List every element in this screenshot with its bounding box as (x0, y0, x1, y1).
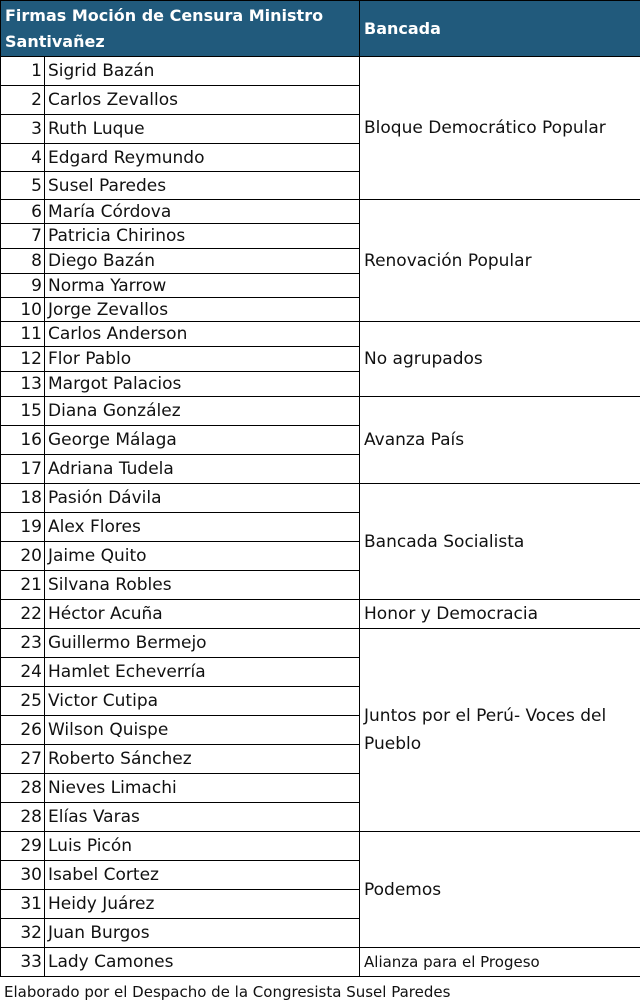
congressperson-name: Alex Flores (45, 513, 360, 542)
congressperson-name: Héctor Acuña (45, 600, 360, 629)
row-number: 23 (1, 629, 45, 658)
congressperson-name: Sigrid Bazán (45, 57, 360, 86)
congressperson-name: Adriana Tudela (45, 455, 360, 484)
row-number: 29 (1, 832, 45, 861)
congressperson-name: María Córdova (45, 200, 360, 224)
bancada-cell: No agrupados (360, 322, 640, 397)
bancada-cell: Honor y Democracia (360, 600, 640, 629)
table-row (1, 322, 640, 347)
header-row (1, 1, 640, 57)
row-number: 28 (1, 803, 45, 832)
bancada-cell: Renovación Popular (360, 200, 640, 322)
table-row (1, 397, 640, 426)
row-number: 4 (1, 144, 45, 172)
row-number: 11 (1, 322, 45, 347)
congressperson-name: Guillermo Bermejo (45, 629, 360, 658)
row-number: 26 (1, 716, 45, 745)
congressperson-name: Diana González (45, 397, 360, 426)
congressperson-name: Susel Paredes (45, 172, 360, 200)
row-number: 18 (1, 484, 45, 513)
congressperson-name: Nieves Limachi (45, 774, 360, 803)
row-number: 30 (1, 861, 45, 890)
congressperson-name: George Málaga (45, 426, 360, 455)
row-number: 12 (1, 347, 45, 372)
congressperson-name: Lady Camones (45, 948, 360, 977)
row-number: 16 (1, 426, 45, 455)
table-row (1, 629, 640, 658)
header-signatures: Firmas Moción de Censura Ministro Santivañez (1, 1, 360, 57)
congressperson-name: Victor Cutipa (45, 687, 360, 716)
congressperson-name: Ruth Luque (45, 115, 360, 144)
congressperson-name: Heidy Juárez (45, 890, 360, 919)
congressperson-name: Isabel Cortez (45, 861, 360, 890)
congressperson-name: Silvana Robles (45, 571, 360, 600)
row-number: 7 (1, 224, 45, 249)
table-row (1, 948, 640, 977)
congressperson-name: Patricia Chirinos (45, 224, 360, 249)
congressperson-name: Edgard Reymundo (45, 144, 360, 172)
congressperson-name: Jaime Quito (45, 542, 360, 571)
row-number: 20 (1, 542, 45, 571)
row-number: 3 (1, 115, 45, 144)
row-number: 5 (1, 172, 45, 200)
congressperson-name: Margot Palacios (45, 372, 360, 397)
table-row (1, 484, 640, 513)
row-number: 15 (1, 397, 45, 426)
bancada-cell: Avanza País (360, 397, 640, 484)
table-body (1, 57, 640, 977)
row-number: 13 (1, 372, 45, 397)
bancada-cell: Bancada Socialista (360, 484, 640, 600)
row-number: 28 (1, 774, 45, 803)
row-number: 1 (1, 57, 45, 86)
congressperson-name: Jorge Zevallos (45, 298, 360, 322)
congressperson-name: Luis Picón (45, 832, 360, 861)
table-row (1, 832, 640, 861)
row-number: 32 (1, 919, 45, 948)
table-row (1, 57, 640, 86)
table-row (1, 600, 640, 629)
bancada-cell: Bloque Democrático Popular (360, 57, 640, 200)
bancada-cell: Podemos (360, 832, 640, 948)
row-number: 2 (1, 86, 45, 115)
row-number: 27 (1, 745, 45, 774)
row-number: 17 (1, 455, 45, 484)
congressperson-name: Diego Bazán (45, 249, 360, 274)
row-number: 21 (1, 571, 45, 600)
congressperson-name: Hamlet Echeverría (45, 658, 360, 687)
row-number: 25 (1, 687, 45, 716)
bancada-cell: Juntos por el Perú- Voces del Pueblo (360, 629, 640, 832)
row-number: 33 (1, 948, 45, 977)
congressperson-name: Norma Yarrow (45, 274, 360, 298)
row-number: 8 (1, 249, 45, 274)
header-bancada: Bancada (360, 1, 640, 57)
congressperson-name: Carlos Zevallos (45, 86, 360, 115)
row-number: 6 (1, 200, 45, 224)
row-number: 10 (1, 298, 45, 322)
congressperson-name: Pasión Dávila (45, 484, 360, 513)
congressperson-name: Carlos Anderson (45, 322, 360, 347)
table-row (1, 200, 640, 224)
row-number: 22 (1, 600, 45, 629)
footer-note: Elaborado por el Despacho de la Congresista Susel Paredes (0, 977, 640, 1001)
congressperson-name: Roberto Sánchez (45, 745, 360, 774)
congressperson-name: Flor Pablo (45, 347, 360, 372)
row-number: 19 (1, 513, 45, 542)
congressperson-name: Wilson Quispe (45, 716, 360, 745)
bancada-cell: Alianza para el Progeso (360, 948, 640, 977)
row-number: 24 (1, 658, 45, 687)
row-number: 31 (1, 890, 45, 919)
row-number: 9 (1, 274, 45, 298)
congressperson-name: Juan Burgos (45, 919, 360, 948)
congressperson-name: Elías Varas (45, 803, 360, 832)
